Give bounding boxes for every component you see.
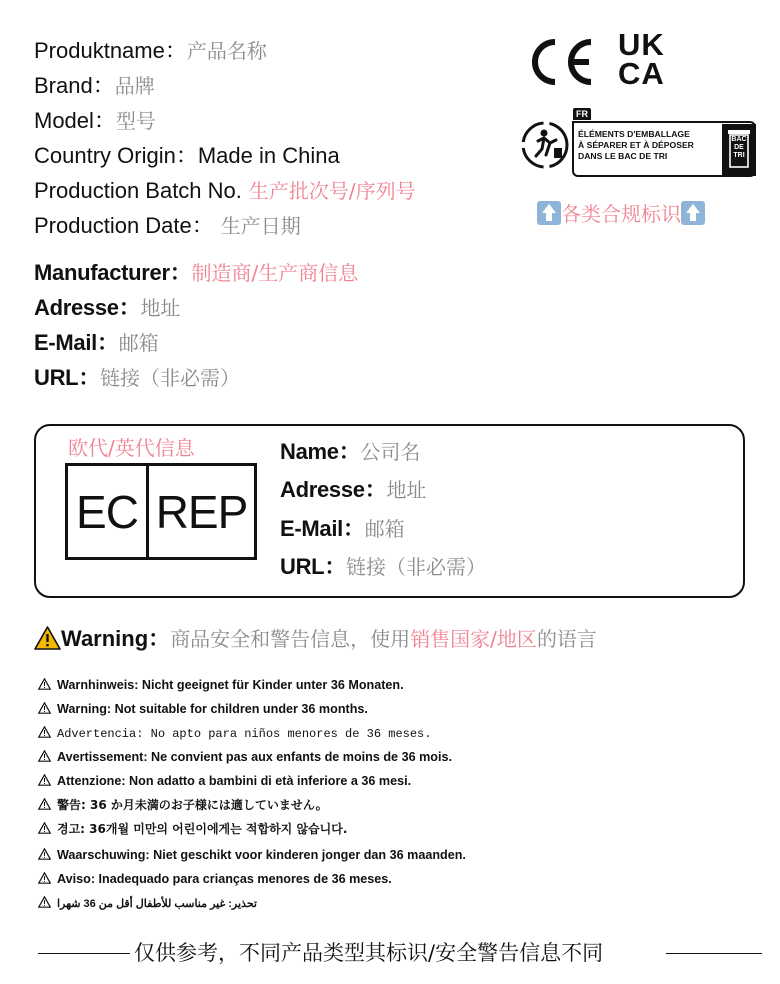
ce-mark-icon bbox=[527, 36, 597, 88]
footer-text: 仅供参考，不同产品类型其标识/安全警告信息不同 bbox=[134, 941, 604, 965]
warning-item-text: 警告: 36 か月未満のお子様には適していません。 bbox=[57, 798, 328, 812]
ec-rep-symbol bbox=[65, 463, 257, 560]
rep-name-label: Name： bbox=[280, 439, 361, 464]
warning-item-text: Advertencia: No apto para niños menores de 36 meses. bbox=[57, 727, 432, 741]
model-label: Model： bbox=[34, 108, 116, 133]
country-origin-label: Country Origin： bbox=[34, 143, 198, 168]
product-name-label: Produktname： bbox=[34, 38, 187, 63]
warning-item bbox=[38, 797, 328, 813]
warning-label: Warning： bbox=[61, 626, 171, 651]
warning-item-text: Avertissement: Ne convient pas aux enfants de moins de 36 mois. bbox=[57, 750, 452, 764]
rep-url-value: 链接（非必需） bbox=[346, 555, 487, 579]
bac-line: TRI bbox=[733, 152, 745, 159]
warning-item-text: Warning: Not suitable for children under 36 months. bbox=[57, 702, 368, 716]
address-value: 地址 bbox=[140, 296, 181, 320]
compliance-note bbox=[537, 198, 705, 227]
address-line bbox=[34, 293, 180, 324]
warning-item bbox=[38, 821, 347, 837]
manufacturer-line bbox=[34, 258, 358, 289]
warning-small-icon bbox=[38, 822, 51, 834]
warning-text-tail: 的语言 bbox=[536, 627, 597, 651]
warning-small-icon bbox=[38, 798, 51, 810]
triman-fr-tab: FR bbox=[573, 108, 591, 120]
warning-item bbox=[38, 871, 392, 887]
country-origin-line bbox=[34, 141, 340, 172]
bac-line: DE bbox=[734, 144, 744, 151]
model-value: 型号 bbox=[115, 109, 156, 133]
triman-line: DANS LE BAC DE TRI bbox=[578, 151, 668, 161]
compliance-note-text: 各类合规标识 bbox=[561, 202, 681, 226]
bac-line: BAC bbox=[731, 136, 747, 143]
up-arrow-icon bbox=[537, 201, 561, 225]
rep-name-value: 公司名 bbox=[360, 440, 421, 464]
ec-text: EC bbox=[68, 466, 149, 557]
warning-item-text: Waarschuwing: Niet geschikt voor kinderen jonger dan 36 maanden. bbox=[57, 848, 466, 862]
brand-line bbox=[34, 71, 155, 102]
warning-small-icon bbox=[38, 896, 51, 908]
warning-small-icon bbox=[38, 750, 51, 762]
brand-label: Brand： bbox=[34, 73, 115, 98]
batch-label: Production Batch No. bbox=[34, 178, 242, 203]
email-line bbox=[34, 328, 159, 359]
warning-item bbox=[38, 677, 404, 693]
production-date-value: 生产日期 bbox=[220, 214, 301, 238]
manufacturer-label: Manufacturer： bbox=[34, 260, 192, 285]
email-label: E-Mail： bbox=[34, 330, 119, 355]
url-value: 链接（非必需） bbox=[100, 366, 241, 390]
warning-triangle-icon bbox=[34, 626, 61, 650]
warning-item bbox=[38, 847, 466, 863]
rep-url-label: URL： bbox=[280, 554, 347, 579]
warning-item-text: تحذير: غير مناسب للأطفال أقل من 36 شهرا bbox=[57, 898, 257, 910]
rep-email-label: E-Mail： bbox=[280, 516, 365, 541]
ec-rep-title: 欧代/英代信息 bbox=[68, 436, 195, 460]
warning-small-icon bbox=[38, 872, 51, 884]
warning-item bbox=[38, 749, 452, 765]
warning-small-icon bbox=[38, 848, 51, 860]
rep-name-line bbox=[280, 437, 420, 468]
url-line bbox=[34, 363, 240, 394]
footer bbox=[38, 940, 762, 966]
model-line bbox=[34, 106, 156, 137]
rep-email-value: 邮箱 bbox=[364, 517, 405, 541]
triman-line: ÉLÉMENTS D'EMBALLAGE bbox=[578, 129, 690, 139]
warning-item-text: Attenzione: Non adatto a bambini di età inferiore a 36 mesi. bbox=[57, 774, 412, 788]
url-label: URL： bbox=[34, 365, 101, 390]
warning-item bbox=[38, 895, 257, 912]
ukca-line2: CA bbox=[618, 56, 665, 91]
warning-small-icon bbox=[38, 726, 51, 738]
country-origin-value: Made in China bbox=[197, 143, 340, 168]
production-date-label: Production Date： bbox=[34, 213, 214, 238]
warning-item bbox=[38, 725, 431, 742]
batch-line bbox=[34, 176, 416, 207]
warning-item-text: 경고: 36개월 미만의 어린이에게는 적합하지 않습니다. bbox=[57, 822, 348, 836]
rep-email-line bbox=[280, 514, 405, 545]
warning-small-icon bbox=[38, 774, 51, 786]
warning-item bbox=[38, 701, 368, 717]
triman-line: À SÉPARER ET À DÉPOSER bbox=[578, 140, 694, 150]
warning-text-pink: 销售国家/地区 bbox=[410, 627, 537, 651]
brand-value: 品牌 bbox=[114, 74, 155, 98]
rep-address-label: Adresse： bbox=[280, 477, 387, 502]
footer-rule-right bbox=[666, 953, 762, 954]
warning-text-gray: 商品安全和警告信息，使用 bbox=[170, 627, 411, 651]
warning-item-text: Aviso: Inadequado para crianças menores de 36 meses. bbox=[57, 872, 392, 886]
rep-address-line bbox=[280, 475, 426, 506]
warning-item-text: Warnhinweis: Nicht geeignet für Kinder unter 36 Monaten. bbox=[57, 678, 404, 692]
rep-text: REP bbox=[155, 485, 248, 538]
footer-rule-left bbox=[38, 953, 130, 954]
rep-address-value: 地址 bbox=[386, 478, 427, 502]
up-arrow-icon bbox=[681, 201, 705, 225]
product-name-line bbox=[34, 36, 267, 67]
email-value: 邮箱 bbox=[118, 331, 159, 355]
batch-value: 生产批次号/序列号 bbox=[248, 179, 416, 203]
warning-item bbox=[38, 773, 411, 789]
warning-small-icon bbox=[38, 678, 51, 690]
product-name-value: 产品名称 bbox=[186, 39, 267, 63]
bac-text bbox=[721, 136, 757, 160]
manufacturer-value: 制造商/生产商信息 bbox=[191, 261, 359, 285]
address-label: Adresse： bbox=[34, 295, 141, 320]
triman-text bbox=[578, 129, 694, 162]
warning-small-icon bbox=[38, 702, 51, 714]
ukca-line1: UK bbox=[618, 27, 665, 62]
warning-header bbox=[34, 624, 597, 655]
production-date-line bbox=[34, 211, 301, 242]
rep-url-line bbox=[280, 552, 486, 583]
ukca-mark-icon bbox=[618, 27, 682, 92]
